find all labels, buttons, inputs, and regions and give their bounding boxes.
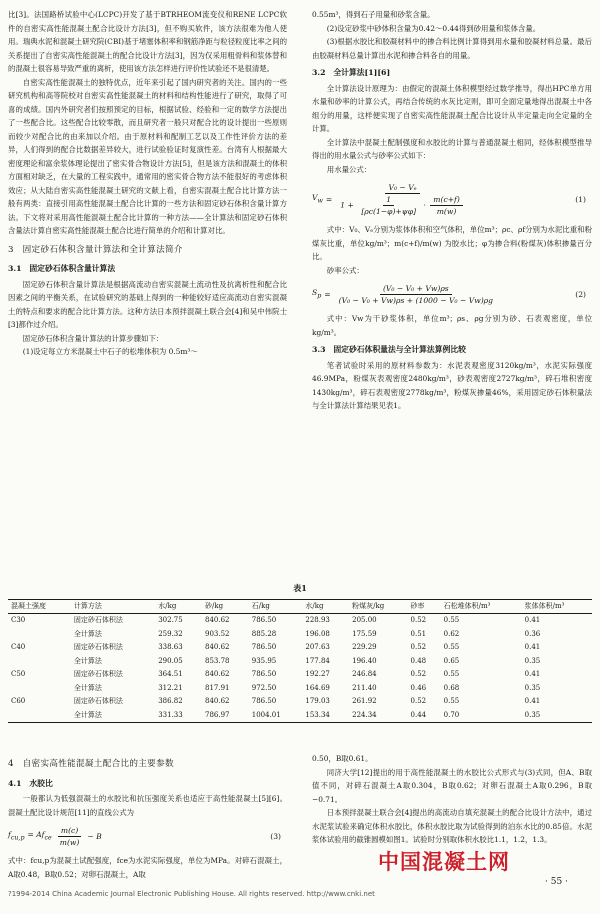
paragraph: 固定砂石体积含量计算法是根据高流动自密实混凝土流动性及抗离析性和配合比因素之间的平衡关系，在试验研究的基础上得到的一种能较好适应高流动自密实混凝土的特点和要求的配合比计算方法。这种方法日本预拌混凝土联合会[4]和吴中伟院士[3]都作过介绍。 — [8, 279, 287, 329]
equation-water: $V_w$ = V₀ − Vₑ 1 + $\frac{1}{[\rho c(1-\varphi)+\psi\varphi]}$ · $\frac{m(c+f)}{m(w)}$ (1) — [312, 183, 586, 216]
table-cell: 786.50 — [251, 697, 277, 705]
table-cell: 175.59 — [352, 629, 377, 638]
table-cell: 0.48 — [410, 656, 427, 665]
table-cell: 177.84 — [305, 656, 330, 665]
equation-sand-ratio: $S_p$ = $\frac{\text{(V₀ − V₀ + Vw)ρs}}{\text{(V₀ − V₀ + Vw)ρs + (1000 − V₀ − Vw)ρg}}$ (2) — [312, 284, 586, 305]
table-cell: 固定砂石体积法 — [73, 616, 123, 624]
table-header-cell: 水/kg — [305, 601, 324, 610]
paragraph: (1)设定每立方米混凝土中石子的松堆体积为 0.5m³～ — [22, 347, 198, 356]
table-header-row — [8, 599, 592, 614]
paragraph: 笔者试验时采用的原材料参数为：水泥表观密度3120kg/m³，水泥实际强度46.9MPa，粉煤灰表观密度2480kg/m³，砂表观密度2727kg/m³，碎石堆积密度1430kg/m³，碎石表观密度2778kg/m³，粉煤灰掺量46%，采用固定砂石体积量法与全计算法计算结果见表1。 — [312, 360, 592, 410]
paragraph: 一般都认为低强混凝土的水胶比和抗压强度关系也适应于高性能混凝土[5][6]。混凝土配比设计规范[11]的直线公式为 — [8, 794, 287, 817]
table-cell: 0.70 — [443, 710, 460, 719]
lower-left-column — [8, 752, 287, 881]
table-cell: 364.51 — [158, 670, 183, 678]
table-1 — [8, 582, 592, 723]
paragraph: 全计算法中混凝土配制强度和水胶比的计算与普通混凝土相同，经体积模型推导得出的用水量公式与砂率公式如下： — [312, 137, 592, 160]
table-cell: 0.55 — [443, 697, 460, 705]
table-row — [8, 682, 592, 696]
table-cell: 331.33 — [158, 710, 183, 719]
table-cell: 261.92 — [352, 697, 377, 705]
table-cell: 853.78 — [204, 656, 230, 665]
table-cell: 228.93 — [305, 616, 330, 624]
table-header-cell: 水/kg — [158, 601, 177, 610]
table-header-cell: 浆体体积/m³ — [524, 601, 565, 610]
table-cell: 786.50 — [251, 616, 277, 624]
table-cell: 192.27 — [305, 670, 330, 678]
table-cell: 205.00 — [352, 616, 377, 624]
table-cell: C30 — [11, 616, 26, 624]
table-header-cell: 砂率 — [410, 601, 425, 610]
table-cell: 386.82 — [158, 697, 183, 705]
paragraph: 式中：V₀、Vₑ分别为浆体体积和空气体积，单位m³；ρc、ρf分别为水泥比重和粉煤灰比重，单位kg/m³；m(c+f)/m(w) 为胶水比；φ为掺合料(粉煤灰)体积掺量百分比。 — [312, 225, 592, 261]
section-heading: 3 固定砂石体积含量计算法和全计算法简介 — [8, 244, 183, 255]
table-cell: C50 — [11, 670, 26, 678]
table-row — [8, 668, 592, 682]
table-header-cell: 粉煤灰/kg — [352, 601, 385, 610]
subsection-heading: 3.1 固定砂石体积含量计算法 — [8, 264, 116, 273]
table-cell: 全计算法 — [73, 710, 102, 719]
table-cell: 0.62 — [443, 629, 460, 638]
table-cell: 0.52 — [410, 670, 427, 678]
subsection-heading: 3.2 全计算法[1][6] — [312, 68, 391, 77]
table-cell: 840.62 — [204, 643, 230, 651]
page-number: · 55 · — [545, 877, 568, 887]
table-cell: 0.52 — [410, 697, 427, 705]
table-row — [8, 695, 592, 709]
table-cell: 0.65 — [443, 656, 460, 665]
paragraph: 自密实高性能混凝土的独特优点，近年来引起了国内研究者的关注。国内的一些研究机构和高等院校对自密实高性能混凝土的材料和结构性能进行了研究，取得了可喜的成绩。国内外研究者们按照预定的目标，根据试验、经验和一定的数学方法提出了一些配合比。这些配合比较零散，而且研究者一般只对配合比的设计提出一些原则而较少对配合比的由来加以介绍。由于原材料和配制工艺以及工作性评价方法的差异，人们得到的配合比数据差异较大，进行试验验证时复演性差。台湾有人根据最大密度理论和富余浆体理论提出了密实骨合物设计方法[5]，但是该方法和混凝土的体积方面相对缺乏，在大量的工程实践中，通常用的密实骨合物方法不能很好的考虑体积效应；从大陆自密实高性能混凝土研究的文献上看，自密实混凝土配合比计算方法一般有两类：直接引用高性能混凝土配合比计算的一些方法和固定砂石体积含量计算方法。下文将对采用高性能混凝土配合比计算的一种方法——全计算法和固定砂石体积含量法计算自密实高性能混凝土配合比进行简单的介绍和计算对比。 — [8, 77, 287, 235]
paragraph: 全计算法设计原理为：由假定的混凝土体积模型经过数学推导，得出HPC单方用水量和砂率的计算公式，再结合传统的水灰比定则，即可全面定量地得出混凝土中各组分的用量，这样便实现了自密实高性能混凝土配合比设计从半定量走向全定量的全计算。 — [312, 83, 592, 133]
table-cell: 903.52 — [204, 629, 230, 638]
equation-number: (2) — [575, 289, 586, 299]
equation-fraction: $\frac{\text{(V₀ − V₀ + Vw)ρs}}{\text{(V₀ − V₀ + Vw)ρs + (1000 − V₀ − Vw)ρg}}$ — [338, 284, 494, 305]
table-cell: 179.03 — [305, 697, 330, 705]
equation-lhs: $f_{cu,p}$ — [8, 829, 25, 842]
table-cell: 290.05 — [158, 656, 183, 665]
table-cell: 0.36 — [524, 629, 541, 638]
table-cell — [8, 655, 71, 669]
table-cell: 786.50 — [251, 670, 277, 678]
table-header-cell: 石松堆体积/m³ — [443, 601, 491, 610]
table-cell: 0.41 — [524, 616, 541, 624]
subsection-heading: 3.3 固定砂石体积量法与全计算法算例比较 — [312, 345, 466, 354]
equation-fraction: V₀ − Vₑ 1 + $\frac{1}{[\rho c(1-\varphi)+\psi\varphi]}$ · $\frac{m(c+f)}{m(w)}$ — [337, 182, 468, 217]
table-cell: 817.91 — [204, 683, 230, 692]
table-cell: 786.50 — [251, 643, 277, 651]
table-cell: 786.97 — [204, 710, 230, 719]
section-heading: 4 自密实高性能混凝土配合比的主要参数 — [8, 759, 174, 769]
table-cell: 0.35 — [524, 656, 541, 665]
table-cell: 302.75 — [158, 616, 183, 624]
table-cell: 312.21 — [158, 683, 183, 692]
table-cell: 196.08 — [305, 629, 330, 638]
paragraph: 固定砂石体积含量计算法的计算步骤如下： — [22, 333, 164, 343]
table-cell: 840.62 — [204, 697, 230, 705]
table-row — [8, 641, 592, 655]
table-title: 表1 — [293, 583, 307, 593]
table-cell: 固定砂石体积法 — [73, 697, 123, 705]
table-cell: 0.41 — [524, 643, 541, 651]
equation-number: (1) — [575, 194, 586, 204]
table-cell: 224.34 — [352, 710, 377, 719]
table-cell: 246.84 — [352, 670, 377, 678]
equation-strength: $f_{cu,p}$ = $Af_{ce}$ $\frac{m(c)}{m(w)}$ − B (3) — [8, 826, 281, 847]
mix-proportion-table — [8, 599, 592, 724]
paragraph: 日本预拌混凝土联合会[4]提出的高流动自填充混凝土的配合比设计方法中，通过水泥浆试验来确定体积水胶比，体积水胶比取为试验得到的泊东水比的0.85倍。水泥浆体试验用的截锥圆模如图1。试验时分别取体积水胶比1.1，1.2，1.3。 — [312, 808, 592, 844]
table-cell: 0.55 — [443, 643, 460, 651]
table-cell: 840.62 — [204, 670, 230, 678]
table-cell: 0.35 — [524, 710, 541, 719]
table-cell: 207.63 — [305, 643, 330, 651]
table-cell: 固定砂石体积法 — [73, 670, 123, 678]
table-cell: C60 — [11, 697, 26, 705]
right-column — [312, 8, 592, 413]
table-cell: 972.50 — [251, 683, 277, 692]
paragraph: 式中：fcu,p为混凝土试配强度，fce为水泥实际强度，单位为MPa。对碎石混凝土，A取0.48，B取0.52；对卵石混凝土，A取 — [8, 856, 287, 879]
table-cell: 0.41 — [524, 670, 541, 678]
table-row — [8, 655, 592, 669]
table-cell: 1004.01 — [251, 710, 281, 719]
table-header-cell: 计算方法 — [73, 601, 102, 610]
table-cell: 0.46 — [410, 683, 427, 692]
table-body — [8, 614, 592, 723]
table-cell — [8, 709, 71, 723]
table-header-cell: 石/kg — [251, 601, 270, 610]
table-cell: 全计算法 — [73, 683, 102, 692]
table-cell: 259.32 — [158, 629, 183, 638]
table-cell: 全计算法 — [73, 629, 102, 638]
paragraph: 比[3]。法国路桥试验中心(LCPC)开发了基于BTRHEOM流变仪和RENE LCPC软件的自密实高性能混凝土配合比设计方法[3]，但不购买软件，该方法很难为他人使用。瑞典水泥和混凝土研究院(CBI)基于堵塞体积率和钢筋净距与粒径粒度比率之间的关系提出了自密实高性能混凝土的配合比设计方法[3]，因为仅采用粗骨料和浆体替和的混凝土很容易导致严重的离析，使用该方法怎样进行评价性试验还不是很清楚。 — [8, 10, 287, 73]
paragraph: 同济大学[12]提出的用于高性能混凝土的水胶比公式形式与(3)式同，但A、B取值不同，对碎石混凝土A取0.304，B取0.62；对卵石混凝土A取0.296，B取−0.71。 — [312, 767, 592, 804]
equation-lhs: $S_p$ — [312, 287, 322, 300]
table-cell: 0.52 — [410, 643, 427, 651]
left-column — [8, 8, 287, 359]
equation-number: (3) — [270, 831, 281, 841]
table-cell: 0.35 — [524, 683, 541, 692]
table-cell: 0.44 — [410, 710, 427, 719]
paragraph: 0.55m³，得到石子用量和砂浆含量。 — [312, 10, 435, 19]
table-row — [8, 614, 592, 628]
table-cell: 0.68 — [443, 683, 460, 692]
table-header-cell: 砂/kg — [204, 601, 224, 610]
table-cell: 0.55 — [443, 616, 460, 624]
site-watermark: 中国混凝土网 — [378, 850, 510, 874]
table-cell: 0.51 — [410, 629, 427, 638]
paragraph: 式中：Vw为干砂浆体积，单位m³；ρs、ρg分别为砂、石表观密度，单位kg/m³。 — [312, 314, 592, 337]
table-cell: 全计算法 — [73, 656, 102, 665]
table-header-cell: 混凝土强度 — [11, 601, 46, 610]
paragraph: 用水量公式： — [326, 164, 372, 174]
table-cell: 338.63 — [158, 643, 183, 651]
table-cell: 885.28 — [251, 629, 277, 638]
table-cell: 935.95 — [251, 656, 277, 665]
table-cell: 229.29 — [352, 643, 377, 651]
paragraph: 0.50，B取0.61。 — [312, 754, 373, 763]
copyright-footer: ?1994-2014 China Academic Journal Electronic Publishing House. All rights reserved. http://www.cnki.net — [8, 890, 375, 898]
subsection-heading: 4.1 水胶比 — [8, 778, 53, 788]
paragraph: (2)设定砂浆中砂体积含量为0.42～0.44得到砂用量和浆体含量。 — [326, 23, 541, 33]
table-cell: 0.52 — [410, 616, 427, 624]
table-cell: 0.41 — [524, 697, 541, 705]
equation-fraction: $\frac{m(c)}{m(w)}$ — [59, 826, 80, 847]
table-cell: 211.40 — [352, 683, 377, 692]
equation-lhs: $V_w$ — [312, 192, 323, 205]
table-cell: 153.34 — [305, 710, 330, 719]
table-row — [8, 628, 592, 642]
table-cell: 164.69 — [305, 683, 330, 692]
table-cell — [8, 628, 71, 642]
lower-right-column — [312, 752, 592, 847]
table-cell: 196.40 — [352, 656, 377, 665]
table-cell — [8, 682, 71, 696]
table-cell: 固定砂石体积法 — [73, 643, 123, 651]
table-cell: 0.55 — [443, 670, 460, 678]
table-row — [8, 709, 592, 723]
paragraph: (3)根据水胶比和胶凝材料中的掺合料比例计算得到用水量和胶凝材料总量。最后由胶凝材料总量计算出水泥和掺合料各自的用量。 — [312, 37, 592, 60]
table-cell: 840.62 — [204, 616, 230, 624]
paragraph: 砂率公式： — [326, 265, 364, 275]
table-cell: C40 — [11, 643, 26, 651]
